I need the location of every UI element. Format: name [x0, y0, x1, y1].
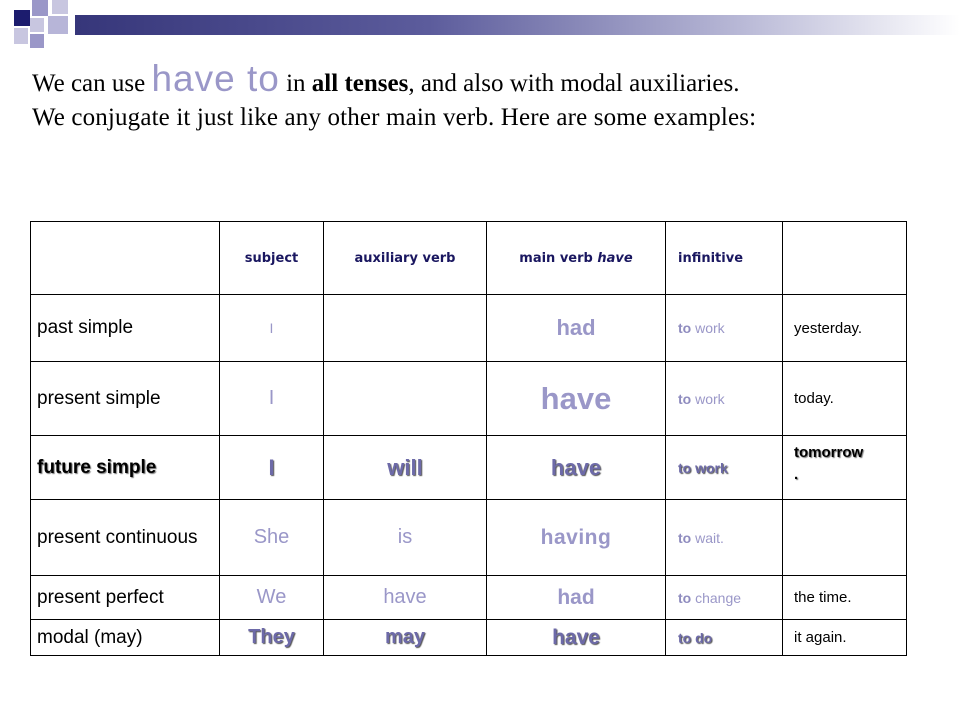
infinitive-cell: to change [666, 576, 783, 620]
subject-cell: She [220, 500, 324, 576]
bold-all-tenses: all tenses [311, 70, 409, 97]
highlight-have-to: have to [151, 58, 280, 99]
table-row [31, 620, 907, 656]
header-subject: subject [220, 222, 324, 295]
header-main-verb: main verb have [487, 222, 666, 295]
main-verb-cell: have [487, 436, 666, 500]
table-row [31, 362, 907, 436]
decor-square [32, 0, 48, 16]
decor-square [30, 34, 44, 48]
auxiliary-cell [324, 295, 487, 362]
tense-cell: present perfect [31, 576, 220, 620]
rest-cell: the time. [783, 576, 907, 620]
infinitive-cell: to work [666, 295, 783, 362]
auxiliary-cell: may [324, 620, 487, 656]
infinitive-cell: to work [666, 436, 783, 500]
rest-cell [783, 500, 907, 576]
subject-cell: They [220, 620, 324, 656]
decor-square [48, 16, 68, 34]
table-row [31, 295, 907, 362]
examples-table [30, 221, 907, 656]
main-verb-cell: had [487, 576, 666, 620]
main-verb-cell: have [487, 362, 666, 436]
main-verb-cell: had [487, 295, 666, 362]
auxiliary-cell: is [324, 500, 487, 576]
subject-cell: We [220, 576, 324, 620]
subject-cell: I [220, 362, 324, 436]
header-auxiliary: auxiliary verb [324, 222, 487, 295]
subject-cell: I [220, 436, 324, 500]
table-row [31, 436, 907, 500]
infinitive-cell: to do [666, 620, 783, 656]
intro-line-1: We can use have to in all tenses, and also with modal auxiliaries. [32, 58, 740, 99]
decor-square [14, 28, 28, 44]
header-infinitive: infinitive [666, 222, 783, 295]
rest-cell: today. [783, 362, 907, 436]
rest-cell: yesterday. [783, 295, 907, 362]
rest-cell: tomorrow . [783, 436, 907, 500]
header-empty-cell [31, 222, 220, 295]
table-header-row [31, 222, 907, 295]
decor-square [30, 18, 44, 32]
subject-cell: I [220, 295, 324, 362]
decor-square [52, 0, 68, 14]
auxiliary-cell [324, 362, 487, 436]
intro-line-2: We conjugate it just like any other main verb. Here are some examples: [32, 104, 757, 131]
table-row [31, 500, 907, 576]
auxiliary-cell: have [324, 576, 487, 620]
main-verb-cell: having [487, 500, 666, 576]
header-empty-cell [783, 222, 907, 295]
tense-cell: past simple [31, 295, 220, 362]
infinitive-cell: to work [666, 362, 783, 436]
tense-cell: modal (may) [31, 620, 220, 656]
main-verb-cell: have [487, 620, 666, 656]
tense-cell: present simple [31, 362, 220, 436]
auxiliary-cell: will [324, 436, 487, 500]
table-row [31, 576, 907, 620]
decor-square [14, 10, 30, 26]
header-gradient-bar [75, 15, 960, 35]
tense-cell: future simple [31, 436, 220, 500]
rest-cell: it again. [783, 620, 907, 656]
infinitive-cell: to wait. [666, 500, 783, 576]
tense-cell: present continuous [31, 500, 220, 576]
